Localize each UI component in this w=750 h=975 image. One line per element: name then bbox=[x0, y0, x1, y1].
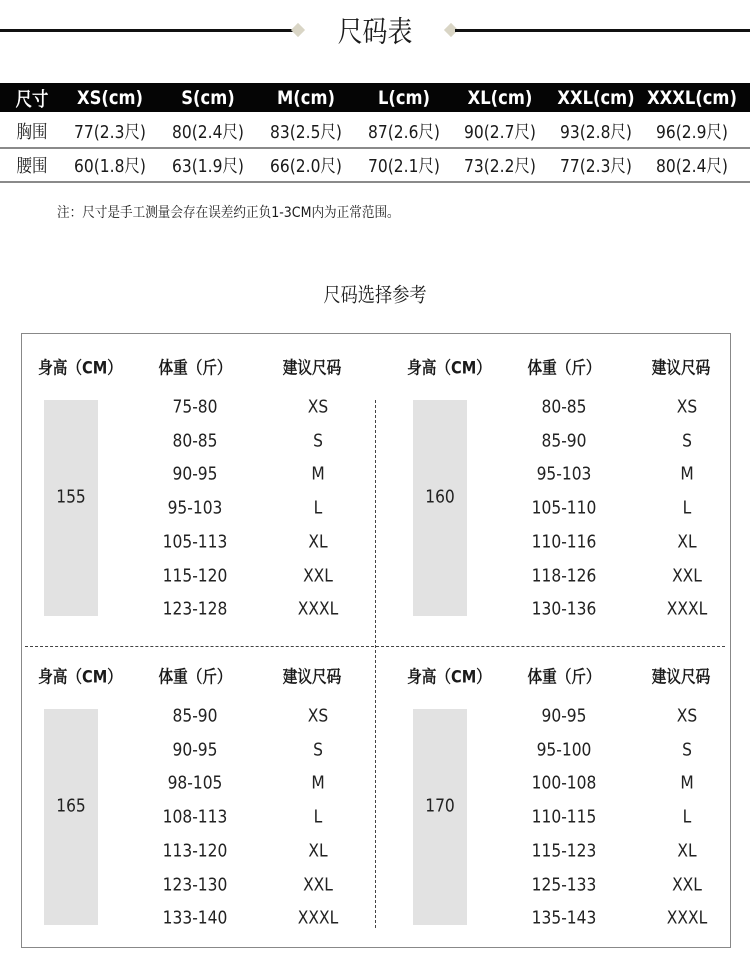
suggested-size: XXL bbox=[672, 565, 702, 586]
table-header-cell: XS(cm) bbox=[76, 87, 144, 109]
size-reference-box bbox=[21, 333, 731, 948]
height-bar bbox=[413, 709, 467, 925]
measurement-note: 注：尺寸是手工测量会存在误差约正负1-3CM内为正常范围。 bbox=[57, 205, 400, 221]
height-value: 155 bbox=[56, 486, 86, 508]
table-cell: 77(2.3尺) bbox=[74, 122, 146, 143]
column-header: 身高（CM） bbox=[38, 358, 122, 379]
weight-range: 123-130 bbox=[162, 874, 228, 895]
column-header: 体重（斤） bbox=[158, 358, 232, 379]
weight-range: 90-95 bbox=[172, 739, 218, 761]
table-header-cell: L(cm) bbox=[377, 87, 431, 109]
table-header-cell: S(cm) bbox=[181, 87, 235, 109]
weight-range: 90-95 bbox=[541, 705, 587, 727]
suggested-size: L bbox=[313, 497, 323, 519]
weight-range: 123-128 bbox=[162, 598, 228, 620]
table-cell: 83(2.5尺) bbox=[270, 122, 342, 143]
suggested-size: M bbox=[311, 463, 325, 485]
vertical-divider bbox=[375, 400, 376, 928]
weight-range: 113-120 bbox=[162, 840, 228, 862]
weight-range: 80-85 bbox=[541, 396, 587, 418]
table-header-cell: XXL(cm) bbox=[557, 87, 635, 109]
weight-range: 105-110 bbox=[531, 497, 597, 519]
table-cell: 66(2.0尺) bbox=[270, 156, 342, 177]
weight-range: 90-95 bbox=[172, 463, 218, 485]
suggested-size: L bbox=[313, 806, 323, 828]
column-header: 体重（斤） bbox=[527, 667, 601, 688]
row-divider bbox=[0, 147, 750, 149]
weight-range: 125-133 bbox=[531, 874, 597, 895]
suggested-size: XXXL bbox=[666, 907, 708, 929]
weight-range: 130-136 bbox=[531, 598, 597, 620]
table-cell: 70(2.1尺) bbox=[368, 156, 440, 177]
height-bar bbox=[413, 400, 467, 616]
weight-range: 75-80 bbox=[172, 396, 218, 418]
weight-range: 135-143 bbox=[531, 907, 597, 929]
weight-range: 115-123 bbox=[531, 840, 597, 862]
table-cell: 93(2.8尺) bbox=[560, 122, 632, 143]
weight-range: 85-90 bbox=[172, 705, 218, 727]
suggested-size: XXL bbox=[303, 874, 333, 895]
column-header: 身高（CM） bbox=[407, 358, 491, 379]
weight-range: 95-103 bbox=[536, 463, 592, 485]
table-cell: 80(2.4尺) bbox=[656, 156, 728, 177]
title-rule-left bbox=[0, 29, 295, 32]
title-rule-right bbox=[455, 29, 750, 32]
table-cell: 77(2.3尺) bbox=[560, 156, 632, 177]
suggested-size: XXXL bbox=[297, 598, 339, 620]
suggested-size: M bbox=[680, 772, 694, 794]
table-cell: 96(2.9尺) bbox=[656, 122, 728, 143]
diamond-icon bbox=[291, 23, 305, 37]
suggested-size: S bbox=[313, 430, 323, 452]
column-header: 建议尺码 bbox=[651, 667, 711, 688]
suggested-size: XL bbox=[308, 531, 328, 553]
column-header: 身高（CM） bbox=[38, 667, 122, 688]
suggested-size: L bbox=[682, 806, 692, 828]
suggested-size: XXXL bbox=[666, 598, 708, 620]
suggested-size: S bbox=[313, 739, 323, 761]
weight-range: 98-105 bbox=[167, 772, 223, 794]
horizontal-divider bbox=[25, 646, 725, 647]
page-title: 尺码表 bbox=[337, 14, 413, 49]
suggested-size: XS bbox=[307, 705, 329, 727]
table-cell: 80(2.4尺) bbox=[172, 122, 244, 143]
weight-range: 110-116 bbox=[531, 531, 597, 553]
table-cell: 90(2.7尺) bbox=[464, 122, 536, 143]
height-value: 170 bbox=[425, 795, 455, 817]
suggested-size: XS bbox=[676, 705, 698, 727]
table-cell: 60(1.8尺) bbox=[74, 156, 146, 177]
height-bar bbox=[44, 400, 98, 616]
table-cell: 73(2.2尺) bbox=[464, 156, 536, 177]
weight-range: 80-85 bbox=[172, 430, 218, 452]
weight-range: 100-108 bbox=[531, 772, 597, 794]
table-header-cell: M(cm) bbox=[277, 87, 335, 109]
suggested-size: XXL bbox=[672, 874, 702, 895]
table-header-cell: 尺寸 bbox=[15, 88, 49, 111]
suggested-size: S bbox=[682, 739, 692, 761]
suggested-size: XL bbox=[677, 531, 697, 553]
weight-range: 95-100 bbox=[536, 739, 592, 761]
column-header: 身高（CM） bbox=[407, 667, 491, 688]
weight-range: 133-140 bbox=[162, 907, 228, 929]
weight-range: 85-90 bbox=[541, 430, 587, 452]
suggested-size: XXXL bbox=[297, 907, 339, 929]
row-divider bbox=[0, 181, 750, 183]
suggested-size: XS bbox=[676, 396, 698, 418]
column-header: 体重（斤） bbox=[527, 358, 601, 379]
suggested-size: M bbox=[311, 772, 325, 794]
column-header: 体重（斤） bbox=[158, 667, 232, 688]
table-cell: 87(2.6尺) bbox=[368, 122, 440, 143]
weight-range: 110-115 bbox=[531, 806, 597, 828]
weight-range: 108-113 bbox=[162, 806, 228, 828]
column-header: 建议尺码 bbox=[651, 358, 711, 379]
column-header: 建议尺码 bbox=[282, 358, 342, 379]
table-header-cell: XL(cm) bbox=[467, 87, 533, 109]
column-header: 建议尺码 bbox=[282, 667, 342, 688]
suggested-size: M bbox=[680, 463, 694, 485]
row-label: 胸围 bbox=[16, 122, 48, 143]
weight-range: 95-103 bbox=[167, 497, 223, 519]
suggested-size: S bbox=[682, 430, 692, 452]
weight-range: 115-120 bbox=[162, 565, 228, 586]
height-value: 165 bbox=[56, 795, 86, 817]
weight-range: 105-113 bbox=[162, 531, 228, 553]
suggested-size: XL bbox=[308, 840, 328, 862]
table-cell: 63(1.9尺) bbox=[172, 156, 244, 177]
height-value: 160 bbox=[425, 486, 455, 508]
height-bar bbox=[44, 709, 98, 925]
table-header-cell: XXXL(cm) bbox=[647, 87, 737, 109]
suggested-size: L bbox=[682, 497, 692, 519]
row-label: 腰围 bbox=[16, 156, 48, 177]
reference-title: 尺码选择参考 bbox=[323, 282, 427, 307]
weight-range: 118-126 bbox=[531, 565, 597, 586]
suggested-size: XS bbox=[307, 396, 329, 418]
suggested-size: XL bbox=[677, 840, 697, 862]
suggested-size: XXL bbox=[303, 565, 333, 586]
